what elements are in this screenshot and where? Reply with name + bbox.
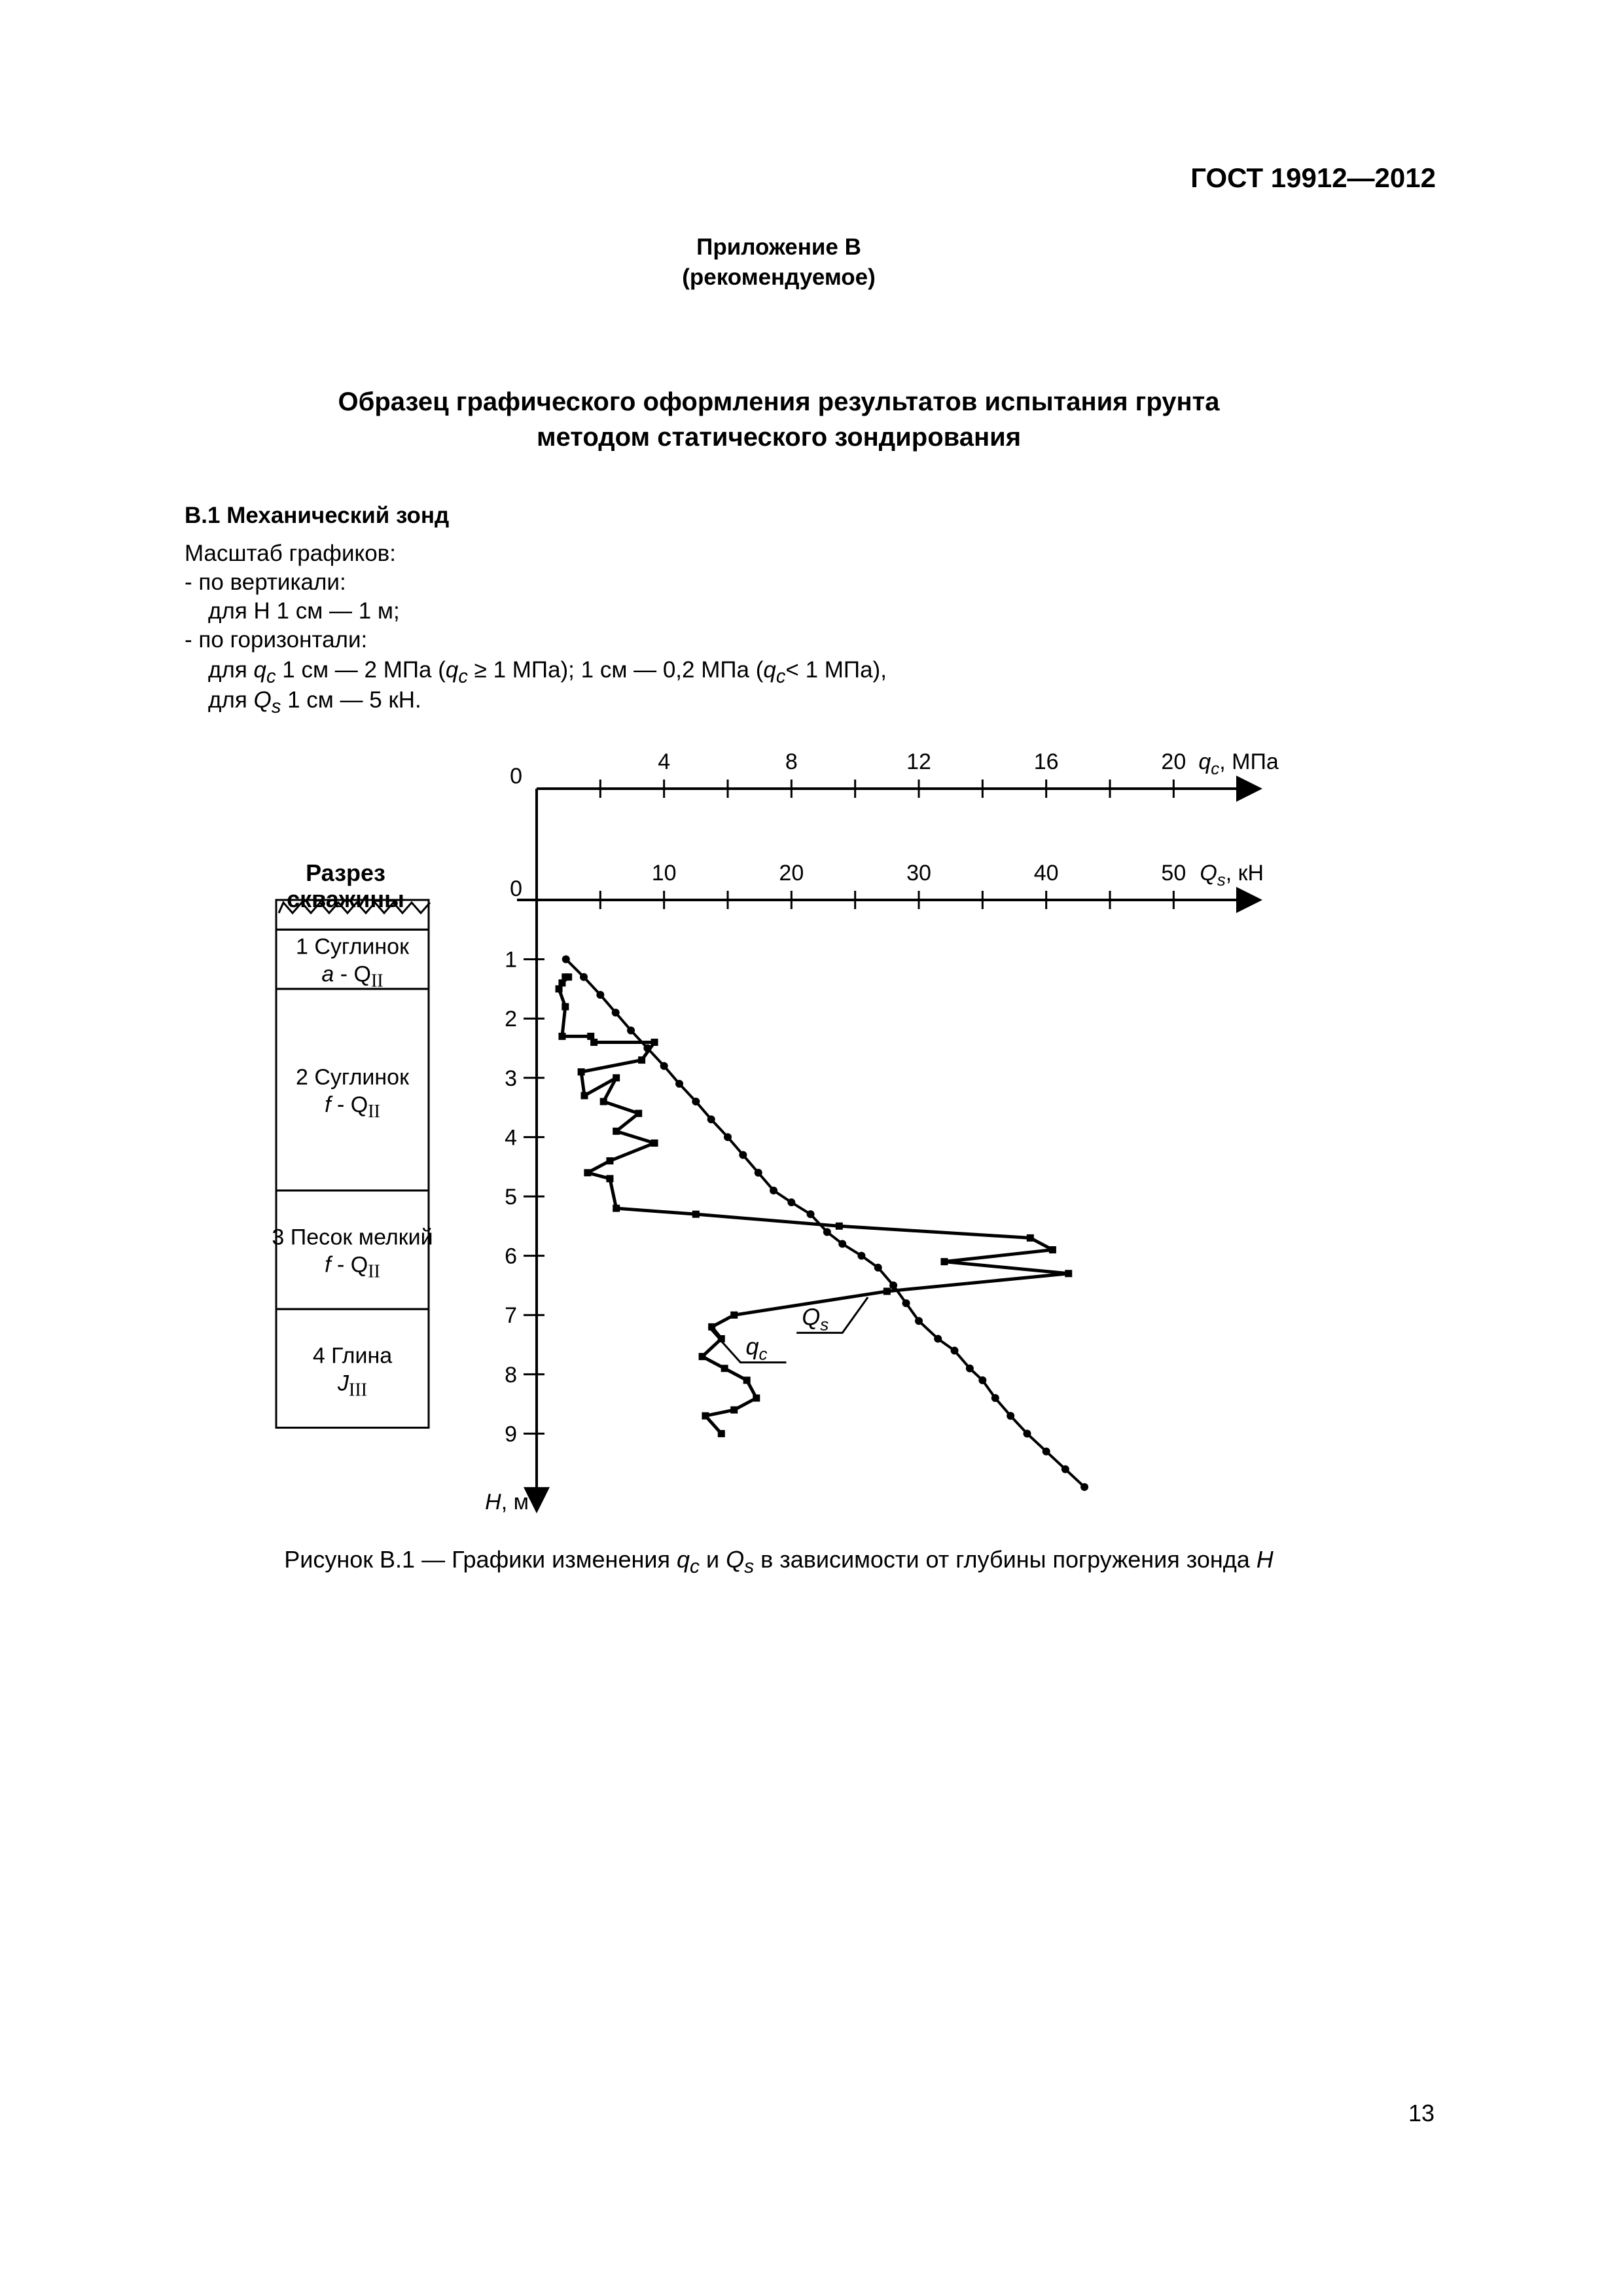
qs-point [966, 1365, 974, 1372]
scale-vertical: - по вертикали: [185, 569, 346, 595]
qc-point [613, 1205, 620, 1212]
qs-point [675, 1080, 683, 1088]
qc-tick-label: 20 [1161, 749, 1186, 774]
layer-name: 1 Суглинок [296, 934, 409, 960]
qc-point [730, 1407, 738, 1414]
qs-point [991, 1394, 999, 1402]
qs-point [951, 1347, 959, 1355]
qs-point [978, 1376, 986, 1384]
qc-point [590, 1039, 597, 1046]
qc-series-label: $q_c$ [745, 1333, 768, 1364]
depth-tick-label: 8 [505, 1362, 517, 1388]
qs-point [934, 1335, 942, 1342]
depth-tick-label: 4 [505, 1125, 517, 1151]
appendix-title: Приложение В [696, 234, 861, 260]
qc-tick-label: 16 [1033, 749, 1059, 774]
qs-series-label: $Q_s$ [802, 1303, 829, 1335]
qc-point [836, 1223, 843, 1230]
depth-tick-label: 9 [505, 1422, 517, 1447]
qs-tick-label: 50 [1161, 861, 1186, 886]
qc-point [1027, 1234, 1034, 1242]
qc-point [651, 1039, 658, 1046]
qs-axis-title: $Q_s$, кН [1200, 861, 1264, 889]
qs-axis-zero-label: 0 [510, 876, 522, 901]
qs-point [612, 1009, 620, 1016]
qc-point [718, 1430, 725, 1437]
qs-point [596, 991, 604, 999]
qs-point [739, 1151, 747, 1159]
qs-point [660, 1062, 668, 1070]
page-title-line-1: Образец графического оформления результатов испытания грунта [338, 387, 1220, 416]
page-title-line-2: методом статического зондирования [536, 423, 1022, 452]
qs-point [902, 1299, 910, 1307]
qs-point [770, 1187, 777, 1194]
figure-caption: Рисунок В.1 — Графики изменения $q_c$ и $Q_s$ в зависимости от глубины погружения зонда H [284, 1546, 1274, 1578]
qs-point [692, 1098, 700, 1105]
page-number: 13 [1408, 2100, 1435, 2126]
layer-name: 3 Песок мелкий [272, 1225, 433, 1250]
qc-point [753, 1395, 760, 1402]
qs-series-line [566, 960, 1084, 1487]
qc-point [702, 1412, 709, 1420]
qs-tick-label: 20 [779, 861, 804, 886]
qc-point [721, 1365, 728, 1372]
qc-point [1049, 1246, 1056, 1253]
qc-point [562, 1003, 569, 1011]
depth-tick-label: 7 [505, 1303, 517, 1329]
document-header: ГОСТ 19912—2012 [1190, 162, 1436, 193]
qs-point [1061, 1465, 1069, 1473]
qs-point [724, 1133, 732, 1141]
qs-point [707, 1115, 715, 1123]
layer-name: 4 Глина [312, 1343, 393, 1369]
qs-point [580, 973, 588, 981]
layer-age-label: f - $Q_{II}$ [325, 1092, 380, 1122]
scale-qs-line: для $Q_s$ 1 см — 5 кН. [208, 687, 421, 717]
qc-point [613, 1128, 620, 1135]
qc-point [638, 1056, 645, 1064]
qc-point [730, 1312, 738, 1319]
qs-tick-label: 40 [1033, 861, 1059, 886]
qs-point [1023, 1429, 1031, 1437]
qc-point [699, 1353, 706, 1360]
qs-point [915, 1317, 923, 1325]
depth-tick-label: 1 [505, 947, 517, 973]
qs-point [807, 1210, 815, 1218]
depth-tick-label: 6 [505, 1244, 517, 1269]
scale-intro: Масштаб графиков: [185, 541, 396, 566]
qs-point [643, 1045, 651, 1052]
qs-point [1043, 1448, 1050, 1456]
qc-point [600, 1098, 607, 1105]
qc-tick-label: 8 [785, 749, 798, 774]
qc-point [584, 1169, 591, 1176]
qc-point [556, 985, 563, 992]
qc-point [692, 1211, 700, 1218]
section-heading: В.1 Механический зонд [185, 503, 450, 528]
scale-qc-line: для $q_c$ 1 см — 2 МПа ($q_c \ge 1$ МПа); 1 см — 0,2 МПа ($q_c< 1$ МПа), [208, 657, 887, 687]
qc-point [581, 1092, 588, 1099]
section-title-line-2: скважины [287, 886, 404, 912]
section-title-line-1: Разрез [306, 859, 385, 886]
depth-tick-label: 3 [505, 1066, 517, 1091]
qc-point [635, 1110, 642, 1117]
qs-point [562, 956, 570, 963]
qc-point [606, 1157, 613, 1164]
qs-point [823, 1228, 831, 1236]
appendix-status: (рекомендуемое) [682, 264, 876, 290]
qs-point [755, 1169, 762, 1177]
qc-tick-label: 4 [658, 749, 671, 774]
qc-point [606, 1175, 613, 1182]
qs-point [838, 1240, 846, 1247]
layer-age-label: f - $Q_{II}$ [325, 1252, 380, 1282]
qc-point [651, 1139, 658, 1147]
qs-tick-label: 30 [906, 861, 931, 886]
layer-age-label: $J_{III}$ [338, 1371, 367, 1401]
qs-point [787, 1198, 795, 1206]
qc-axis-zero-label: 0 [510, 764, 522, 789]
qs-point [889, 1282, 897, 1289]
qc-point [562, 973, 569, 980]
qs-point [627, 1026, 635, 1034]
qc-point [578, 1068, 585, 1075]
qs-tick-label: 10 [651, 861, 677, 886]
qc-point [558, 1033, 565, 1040]
scale-vertical-detail: для Н 1 см — 1 м; [208, 598, 400, 624]
qc-tick-label: 12 [906, 749, 931, 774]
qs-point [1080, 1483, 1088, 1491]
qc-point [1065, 1270, 1072, 1277]
qc-point [940, 1258, 948, 1265]
qs-point [874, 1264, 882, 1272]
qc-series-line [559, 977, 1069, 1434]
qs-point [1007, 1412, 1014, 1420]
depth-axis-title: H, м [485, 1490, 529, 1515]
qc-point [613, 1074, 620, 1081]
qs-point [857, 1252, 865, 1260]
qc-point [883, 1287, 891, 1295]
qc-point [743, 1376, 751, 1384]
depth-tick-label: 5 [505, 1185, 517, 1210]
scale-horizontal: - по горизонтали: [185, 627, 368, 653]
qc-axis-title: $q_c$, МПа [1198, 749, 1279, 778]
layer-age-label: a - $Q_{II}$ [321, 961, 383, 992]
layer-name: 2 Суглинок [296, 1064, 409, 1090]
depth-tick-label: 2 [505, 1007, 517, 1032]
